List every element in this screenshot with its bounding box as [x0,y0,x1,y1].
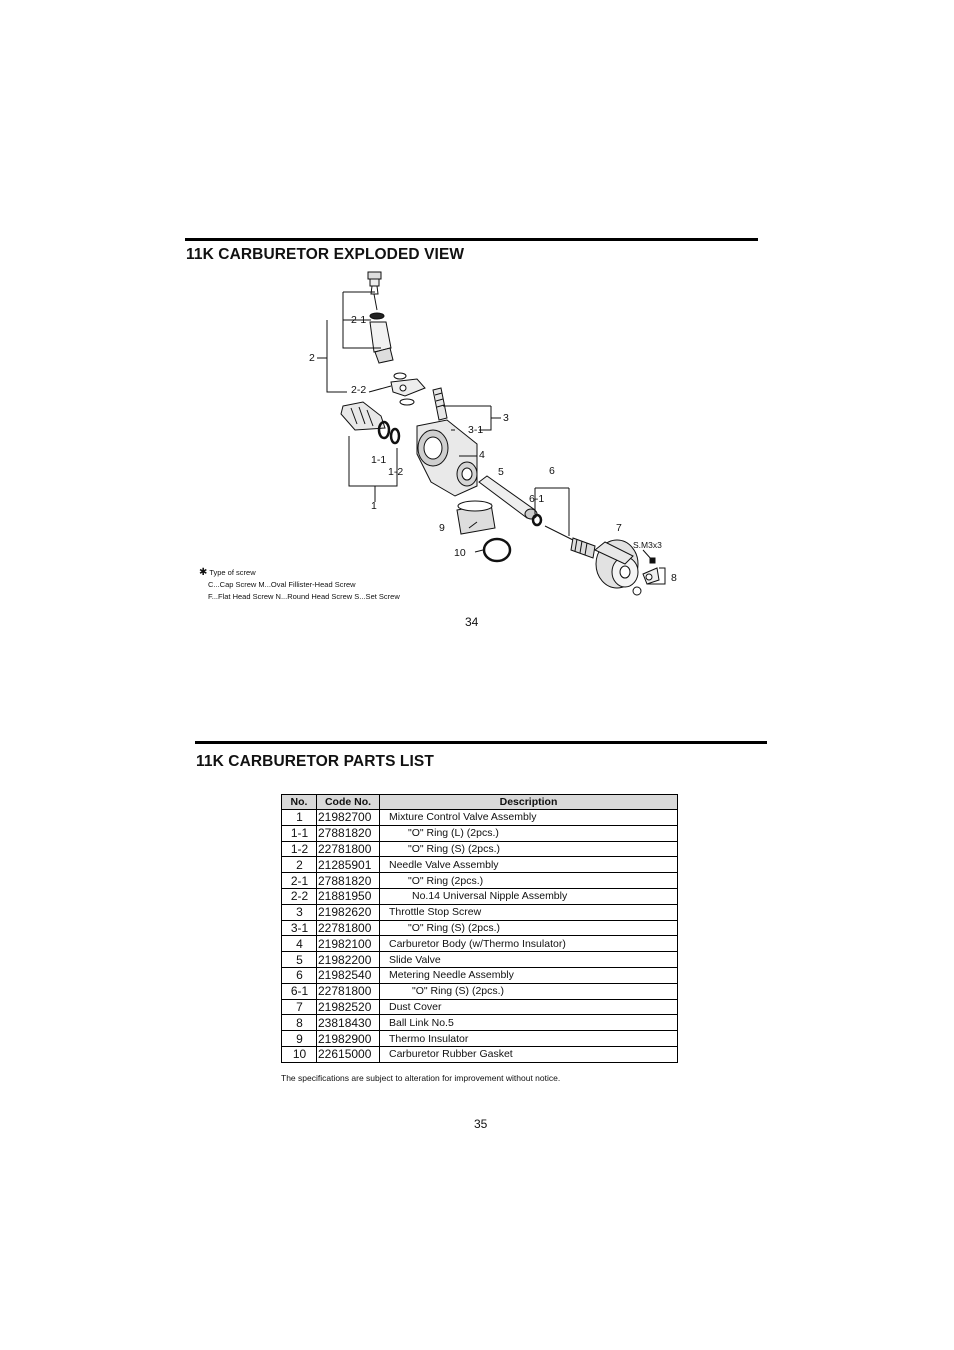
part-number-cell: 1 [282,810,317,826]
table-row [282,1046,678,1062]
callout-2-1: 2-1 [351,314,367,326]
code-number-cell: 21881950 [317,888,380,904]
code-number-cell: 22781800 [317,841,380,857]
code-number-cell: 22781800 [317,920,380,936]
code-number-cell: 21982540 [317,967,380,983]
table-row [282,841,678,857]
callout-7: 7 [616,522,622,534]
description-cell: Needle Valve Assembly [380,857,678,873]
legend-star: ✱ [199,567,208,578]
description-cell: "O" Ring (L) (2pcs.) [380,825,678,841]
table-row [282,1031,678,1047]
part-number-cell: 10 [282,1046,317,1062]
callout-6: 6 [549,465,555,477]
carburetor-exploded-diagram [185,268,705,613]
part-number-cell: 2-1 [282,873,317,889]
description-cell: "O" Ring (S) (2pcs.) [380,841,678,857]
needle-valve-part [368,272,393,363]
header-code: Code No. [317,795,380,810]
dust-cover-part [595,540,638,588]
metering-needle-part [533,515,595,558]
description-cell: Thermo Insulator [380,1031,678,1047]
bottom-section-rule [195,741,767,744]
table-row [282,810,678,826]
description-cell: Carburetor Rubber Gasket [380,1046,678,1062]
screw-type-legend [199,567,400,603]
callout-2: 2 [309,352,315,364]
description-cell: "O" Ring (2pcs.) [380,873,678,889]
legend-line-1: C...Cap Screw M...Oval Fillister-Head Screw [208,580,356,589]
universal-nipple-part [391,373,425,405]
callout-2-2: 2-2 [351,384,367,396]
part-number-cell: 2 [282,857,317,873]
description-cell: Carburetor Body (w/Thermo Insulator) [380,936,678,952]
header-description: Description [380,795,678,810]
specifications-footnote: The specifications are subject to alteration for improvement without notice. [281,1073,561,1083]
description-cell: Slide Valve [380,952,678,968]
callout-10: 10 [454,547,466,559]
callout-1: 1 [371,500,377,512]
part-number-cell: 3 [282,904,317,920]
page-number-35: 35 [474,1117,488,1131]
table-row [282,983,678,999]
part-number-cell: 6 [282,967,317,983]
code-number-cell: 21982520 [317,999,380,1015]
legend-line-2: F...Flat Head Screw N...Round Head Screw S...Set Screw [208,592,400,601]
description-cell: No.14 Universal Nipple Assembly [380,888,678,904]
callout-8: 8 [671,572,677,584]
table-row [282,1015,678,1031]
code-number-cell: 21285901 [317,857,380,873]
part-number-cell: 9 [282,1031,317,1047]
part-number-cell: 1-1 [282,825,317,841]
code-number-cell: 21982620 [317,904,380,920]
callout-9: 9 [439,522,445,534]
table-row [282,888,678,904]
part-number-cell: 5 [282,952,317,968]
table-row [282,920,678,936]
description-cell: "O" Ring (S) (2pcs.) [380,983,678,999]
rubber-gasket-part [484,539,510,561]
top-section-rule [185,238,758,241]
exploded-view-title: 11K CARBURETOR EXPLODED VIEW [186,246,465,263]
page-number-34: 34 [465,615,479,629]
table-row [282,952,678,968]
table-row [282,857,678,873]
callout-1-1: 1-1 [371,454,387,466]
callout-1-2: 1-2 [388,466,404,478]
code-number-cell: 22615000 [317,1046,380,1062]
parts-list-title: 11K CARBURETOR PARTS LIST [196,753,434,770]
description-cell: Dust Cover [380,999,678,1015]
part-number-cell: 2-2 [282,888,317,904]
description-cell: Mixture Control Valve Assembly [380,810,678,826]
part-number-cell: 6-1 [282,983,317,999]
code-number-cell: 27881820 [317,873,380,889]
screw-callout: S.M3x3 [633,540,662,550]
header-no: No. [282,795,317,810]
table-row [282,999,678,1015]
part-number-cell: 3-1 [282,920,317,936]
table-row [282,904,678,920]
callout-3: 3 [503,412,509,424]
parts-table-body [282,810,678,1063]
table-row [282,967,678,983]
code-number-cell: 21982200 [317,952,380,968]
callout-4: 4 [479,449,485,461]
parts-table [281,794,678,1063]
description-cell: Metering Needle Assembly [380,967,678,983]
table-row [282,936,678,952]
code-number-cell: 23818430 [317,1015,380,1031]
part-number-cell: 4 [282,936,317,952]
description-cell: Throttle Stop Screw [380,904,678,920]
part-number-cell: 1-2 [282,841,317,857]
part-number-cell: 8 [282,1015,317,1031]
table-row [282,873,678,889]
code-number-cell: 21982900 [317,1031,380,1047]
callout-3-1: 3-1 [468,424,484,436]
code-number-cell: 21982700 [317,810,380,826]
callout-5: 5 [498,466,504,478]
code-number-cell: 27881820 [317,825,380,841]
parts-table-header [282,795,678,810]
table-row [282,825,678,841]
legend-title: Type of screw [209,568,256,577]
description-cell: "O" Ring (S) (2pcs.) [380,920,678,936]
part-number-cell: 7 [282,999,317,1015]
code-number-cell: 22781800 [317,983,380,999]
thermo-insulator-part [457,501,495,534]
description-cell: Ball Link No.5 [380,1015,678,1031]
code-number-cell: 21982100 [317,936,380,952]
mixture-valve-part [341,402,399,443]
legend-title-row [199,567,400,579]
callout-6-1: 6-1 [529,493,545,505]
